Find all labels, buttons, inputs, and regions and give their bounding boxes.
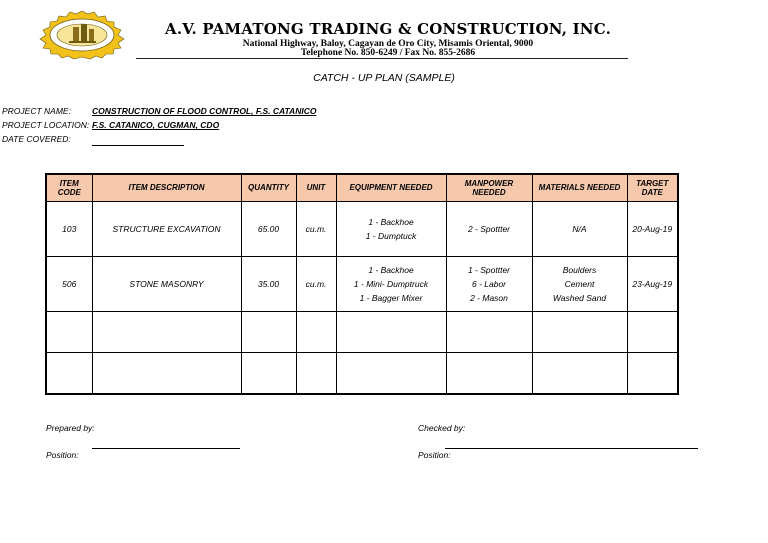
project-name-label: PROJECT NAME: [2, 106, 71, 116]
material-line: Boulders [562, 265, 597, 275]
manpower-line: 6 - Labor [471, 279, 507, 289]
date-covered-label: DATE COVERED: [2, 134, 71, 144]
material-line: Cement [564, 279, 595, 289]
project-location-value: F.S. CATANICO, CUGMAN, CDO [92, 120, 220, 130]
company-address: National Highway, Baloy, Cagayan de Oro City, Misamis Oriental, 9000 [242, 39, 534, 49]
cell-target-date: 20-Aug-19 [627, 202, 678, 257]
cell-item-code: 506 [46, 257, 92, 312]
header-manpower-needed: MANPOWER NEEDED [446, 174, 532, 202]
equipment-line: 1 - Backhoe [368, 265, 414, 275]
cell-unit: cu.m. [296, 257, 336, 312]
cell-quantity: 35.00 [241, 257, 296, 312]
equipment-line: 1 - Bagger Mixer [359, 293, 423, 303]
table-row-empty [46, 353, 678, 395]
prepared-by-label: Prepared by: [46, 423, 95, 433]
header-divider [136, 58, 628, 59]
table-row-empty [46, 312, 678, 353]
table-row [46, 202, 678, 257]
cell-materials-needed: N/A [532, 202, 627, 257]
cell-item-code: 103 [46, 202, 92, 257]
cell-target-date: 23-Aug-19 [627, 257, 678, 312]
header-unit: UNIT [296, 174, 336, 202]
equipment-line: 1 - Dumptuck [365, 231, 417, 241]
project-name-value: CONSTRUCTION OF FLOOD CONTROL, F.S. CATANICO [92, 106, 317, 116]
table-row [46, 257, 678, 312]
manpower-line: 2 - Mason [470, 293, 508, 303]
manpower-line: 2 - Spottter [467, 224, 511, 234]
equipment-line: 1 - Mini- Dumptruck [353, 279, 429, 289]
equipment-line: 1 - Backhoe [368, 217, 414, 227]
document-title: CATCH - UP PLAN (SAMPLE) [313, 72, 455, 84]
table-header-row [46, 174, 678, 202]
catch-up-plan-table [45, 173, 679, 395]
date-covered-field [92, 145, 184, 146]
cell-materials-needed [532, 257, 627, 312]
project-location-label: PROJECT LOCATION: [2, 120, 90, 130]
checked-by-label: Checked by: [418, 423, 466, 433]
cell-item-description: STRUCTURE EXCAVATION [92, 202, 241, 257]
prepared-by-signature-line [92, 448, 240, 449]
header-target-date: TARGET DATE [627, 174, 678, 202]
company-name: A.V. PAMATONG TRADING & CONSTRUCTION, INC. [165, 20, 611, 38]
cell-item-description: STONE MASONRY [92, 257, 241, 312]
cell-manpower-needed [446, 257, 532, 312]
header-equipment-needed: EQUIPMENT NEEDED [336, 174, 446, 202]
cell-quantity: 65.00 [241, 202, 296, 257]
cell-unit: cu.m. [296, 202, 336, 257]
header-item-code: ITEM CODE [46, 174, 92, 202]
material-line: Washed Sand [552, 293, 607, 303]
position-left-label: Position: [46, 450, 79, 460]
position-right-label: Position: [418, 450, 451, 460]
cell-equipment-needed [336, 257, 446, 312]
checked-by-signature-line [445, 448, 698, 449]
header-materials-needed: MATERIALS NEEDED [532, 174, 627, 202]
manpower-line: 1 - Spottter [467, 265, 511, 275]
header-quantity: QUANTITY [241, 174, 296, 202]
cell-manpower-needed [446, 202, 532, 257]
header-item-description: ITEM DESCRIPTION [92, 174, 241, 202]
cell-equipment-needed [336, 202, 446, 257]
company-contact: Telephone No. 850-6249 / Fax No. 855-2686 [300, 48, 476, 58]
